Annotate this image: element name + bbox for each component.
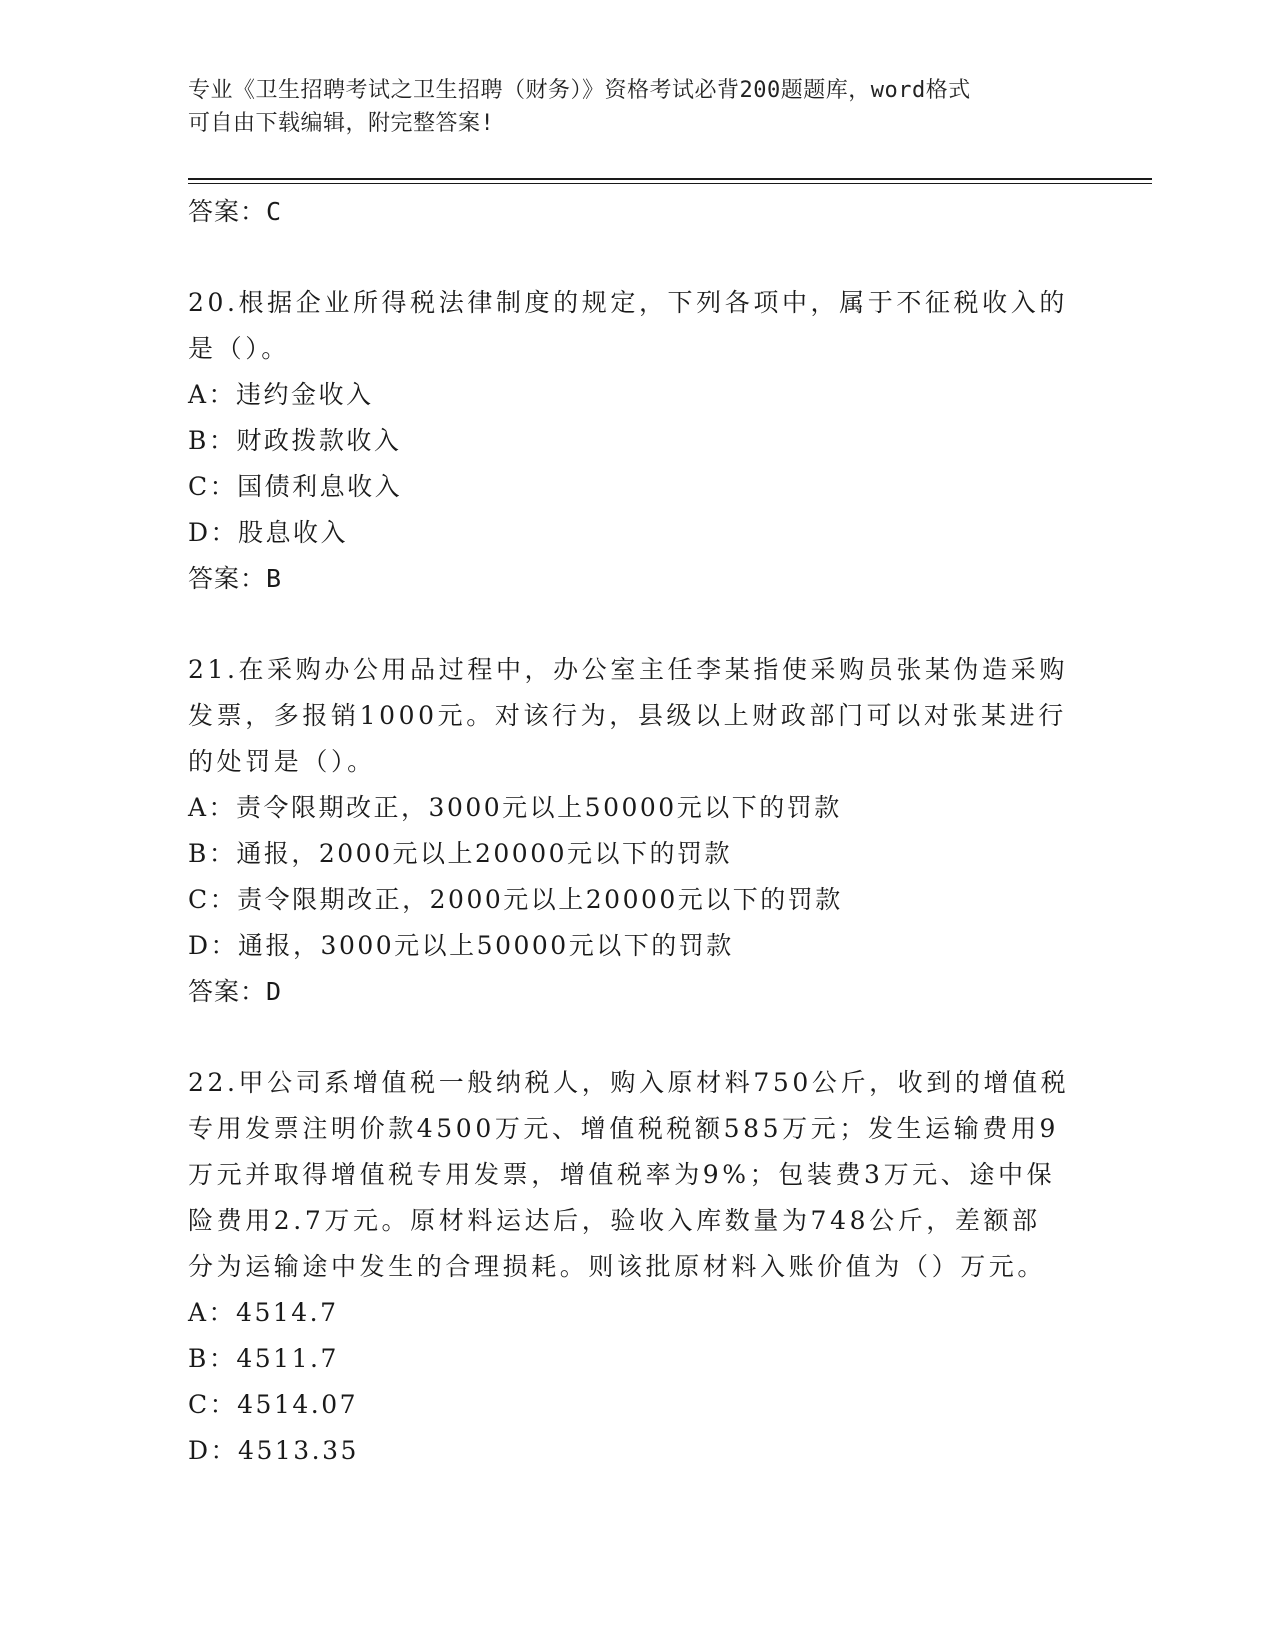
question-stem xyxy=(188,1060,1078,1290)
stem-line: 21.在采购办公用品过程中，办公室主任李某指使采购员张某伪造采购 xyxy=(188,655,1068,684)
option-b: B：通报，2000元以上20000元以下的罚款 xyxy=(188,839,733,868)
answer-label: 答案：D xyxy=(188,977,283,1006)
option-d: D：股息收入 xyxy=(188,518,349,547)
answer-label: 答案：C xyxy=(188,197,283,226)
header-line-2: 可自由下载编辑，附完整答案! xyxy=(188,111,495,136)
option-a: A：4514.7 xyxy=(188,1298,339,1327)
header-line-1: 专业《卫生招聘考试之卫生招聘（财务）》资格考试必背200题题库，word格式 xyxy=(188,78,971,103)
option-c: C：国债利息收入 xyxy=(188,472,403,501)
option-c: C：责令限期改正，2000元以上20000元以下的罚款 xyxy=(188,885,843,914)
option-b: B：4511.7 xyxy=(188,1344,339,1373)
stem-line: 20.根据企业所得税法律制度的规定，下列各项中，属于不征税收入的 xyxy=(188,288,1068,317)
option-a: A：违约金收入 xyxy=(188,380,374,409)
option-d: D：通报，3000元以上50000元以下的罚款 xyxy=(188,931,734,960)
stem-line: 万元并取得增值税专用发票，增值税率为9%；包装费3万元、途中保 xyxy=(188,1160,1056,1189)
header-divider-thin xyxy=(188,183,1152,184)
stem-line: 专用发票注明价款4500万元、增值税税额585万元；发生运输费用9 xyxy=(188,1114,1060,1143)
stem-line: 发票，多报销1000元。对该行为，县级以上财政部门可以对张某进行 xyxy=(188,701,1067,730)
question-20 xyxy=(188,280,1078,602)
header-divider-thick xyxy=(188,178,1152,180)
stem-line: 22.甲公司系增值税一般纳税人，购入原材料750公斤，收到的增值税 xyxy=(188,1068,1070,1097)
option-d: D：4513.35 xyxy=(188,1436,359,1465)
question-list xyxy=(188,189,1078,1474)
question-22 xyxy=(188,1060,1078,1474)
question-21 xyxy=(188,647,1078,1015)
option-b: B：财政拨款收入 xyxy=(188,426,402,455)
answer-label: 答案：B xyxy=(188,564,283,593)
stem-line: 是（）。 xyxy=(188,334,290,363)
option-c: C：4514.07 xyxy=(188,1390,359,1419)
stem-line: 的处罚是（）。 xyxy=(188,747,376,776)
question-stem xyxy=(188,280,1078,372)
document-header xyxy=(188,74,1068,140)
question-stem xyxy=(188,647,1078,785)
stem-line: 险费用2.7万元。原材料运达后，验收入库数量为748公斤，差额部 xyxy=(188,1206,1041,1235)
option-a: A：责令限期改正，3000元以上50000元以下的罚款 xyxy=(188,793,842,822)
stem-line: 分为运输途中发生的合理损耗。则该批原材料入账价值为（）万元。 xyxy=(188,1252,1047,1281)
